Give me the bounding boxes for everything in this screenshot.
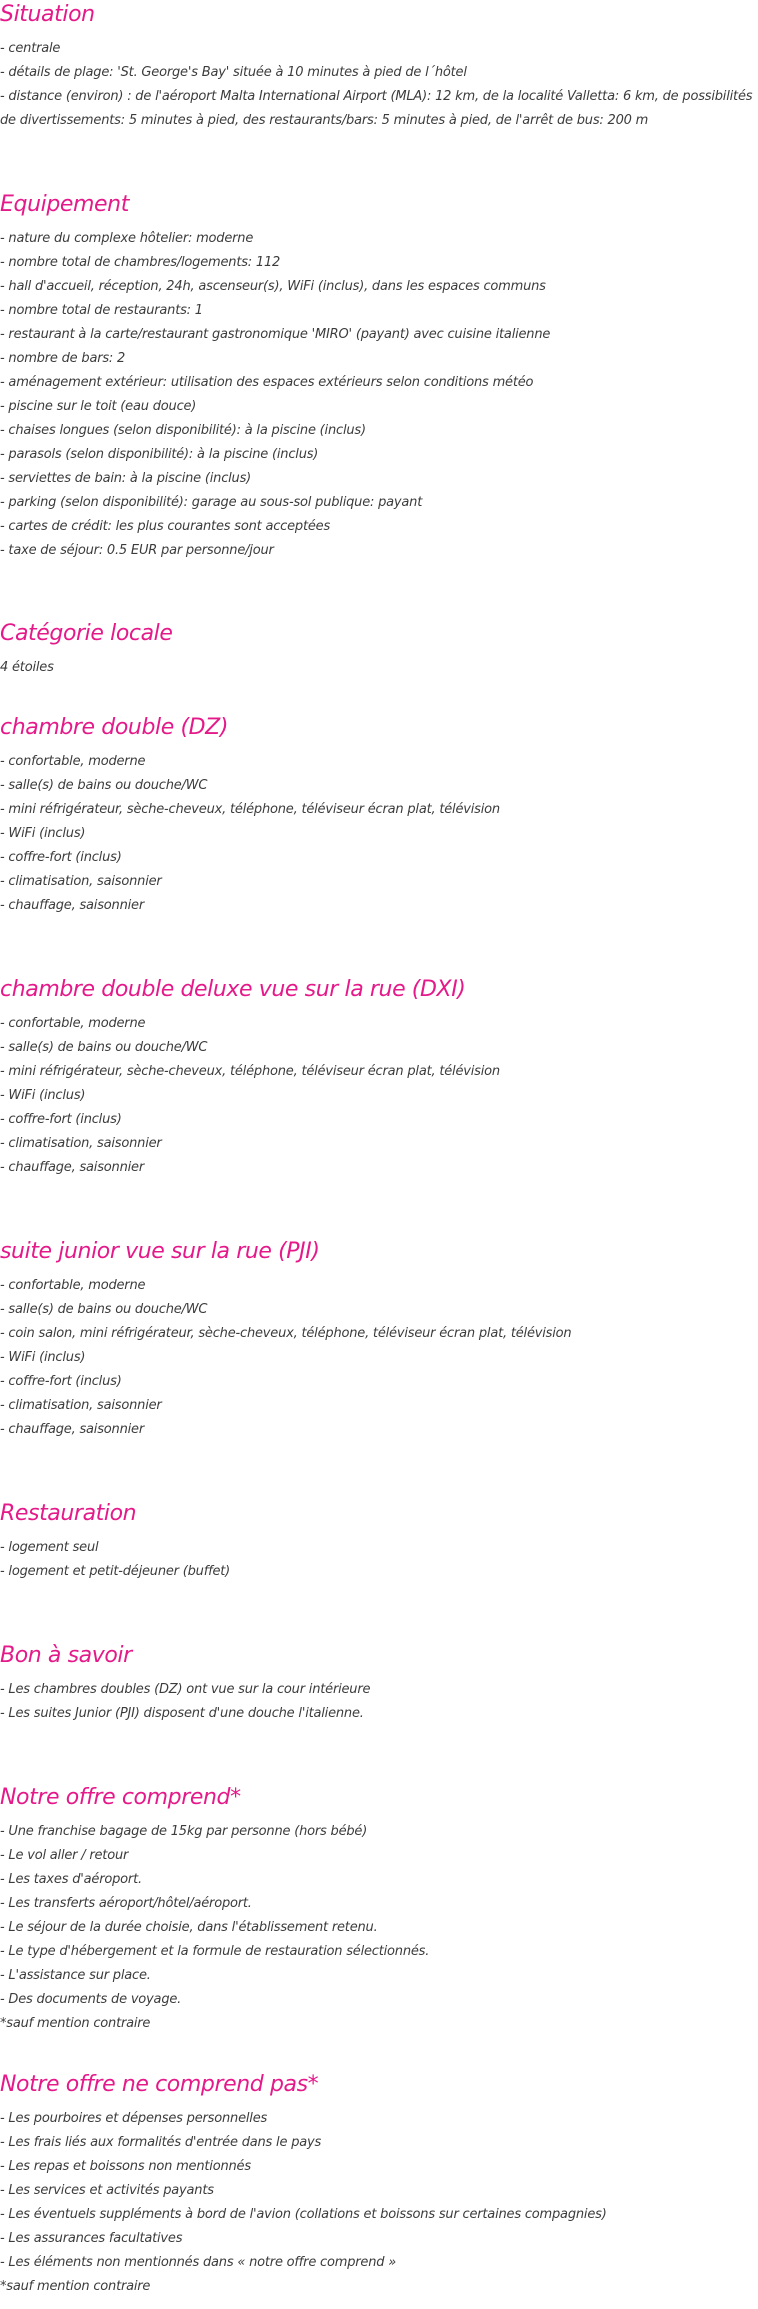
section-bon-a-savoir (0, 1641, 758, 1726)
equipement-item: - aménagement extérieur: utilisation des espaces extérieurs selon conditions météo (0, 375, 534, 390)
equipement-item: - nombre total de restaurants: 1 (0, 303, 203, 318)
section-restauration (0, 1499, 758, 1584)
situation-item: - distance (environ) : de l'aéroport Malta International Airport (MLA): 12 km, de la localité Valletta: 6 km, de possibilités de divertissements: 5 minutes à pied, des restaurants/bars: 5 minutes à pied, de l'arrêt de bus: 200 m (0, 89, 753, 128)
section-title-equipement: Equipement (0, 192, 129, 217)
chambre-dz-item: - coffre-fort (inclus) (0, 850, 122, 865)
chambre-dxi-list (0, 1012, 758, 1180)
suite-pji-item: - chauffage, saisonnier (0, 1422, 144, 1437)
offre-comprend-item: - Des documents de voyage. (0, 1992, 182, 2007)
section-title-restauration: Restauration (0, 1501, 137, 1526)
offre-ne-comprend-pas-item: - Les éventuels suppléments à bord de l'avion (collations et boissons sur certaines compagnies) (0, 2207, 607, 2222)
chambre-dz-item: - confortable, moderne (0, 754, 146, 769)
chambre-dz-item: - mini réfrigérateur, sèche-cheveux, téléphone, téléviseur écran plat, télévision (0, 802, 500, 817)
chambre-dxi-item: - coffre-fort (inclus) (0, 1112, 122, 1127)
suite-pji-item: - confortable, moderne (0, 1278, 146, 1293)
restauration-item: - logement et petit-déjeuner (buffet) (0, 1564, 231, 1579)
offre-comprend-item: - Les transferts aéroport/hôtel/aéroport. (0, 1896, 252, 1911)
situation-item: - détails de plage: 'St. George's Bay' située à 10 minutes à pied de l´hôtel (0, 65, 467, 80)
suite-pji-item: - climatisation, saisonnier (0, 1398, 162, 1413)
offre-ne-comprend-pas-item: - Les frais liés aux formalités d'entrée dans le pays (0, 2135, 322, 2150)
equipement-item: - parking (selon disponibilité): garage au sous-sol publique: payant (0, 495, 423, 510)
section-title-categorie: Catégorie locale (0, 621, 173, 646)
section-title-bon-a-savoir: Bon à savoir (0, 1643, 132, 1668)
section-title-situation: Situation (0, 2, 95, 27)
offre-comprend-item: - Une franchise bagage de 15kg par personne (hors bébé) (0, 1824, 368, 1839)
section-title-chambre-dz: chambre double (DZ) (0, 715, 229, 740)
equipement-item: - restaurant à la carte/restaurant gastronomique 'MIRO' (payant) avec cuisine italienne (0, 327, 551, 342)
offre-comprend-item: - Les taxes d'aéroport. (0, 1872, 142, 1887)
bon-a-savoir-item: - Les suites Junior (PJI) disposent d'une douche l'italienne. (0, 1706, 364, 1721)
chambre-dz-item: - chauffage, saisonnier (0, 898, 144, 913)
offre-comprend-footnote: *sauf mention contraire (0, 2016, 151, 2031)
equipement-item: - taxe de séjour: 0.5 EUR par personne/jour (0, 543, 274, 558)
situation-item: - centrale (0, 41, 61, 56)
situation-list (0, 37, 758, 133)
offre-ne-comprend-pas-item: - Les pourboires et dépenses personnelles (0, 2111, 268, 2126)
offre-ne-comprend-pas-footnote: *sauf mention contraire (0, 2279, 151, 2294)
section-title-suite-pji: suite junior vue sur la rue (PJI) (0, 1239, 320, 1264)
offre-comprend-item: - Le type d'hébergement et la formule de restauration sélectionnés. (0, 1944, 430, 1959)
restauration-item: - logement seul (0, 1540, 99, 1555)
section-title-chambre-dxi: chambre double deluxe vue sur la rue (DXI) (0, 977, 466, 1002)
section-chambre-dz (0, 713, 758, 918)
categorie-item: 4 étoiles (0, 660, 54, 675)
suite-pji-item: - salle(s) de bains ou douche/WC (0, 1302, 208, 1317)
chambre-dxi-item: - WiFi (inclus) (0, 1088, 86, 1103)
section-offre-ne-comprend-pas (0, 2070, 758, 2299)
equipement-item: - serviettes de bain: à la piscine (inclus) (0, 471, 252, 486)
equipement-item: - nombre de bars: 2 (0, 351, 126, 366)
chambre-dz-item: - salle(s) de bains ou douche/WC (0, 778, 208, 793)
chambre-dxi-item: - confortable, moderne (0, 1016, 146, 1031)
offre-ne-comprend-pas-item: - Les repas et boissons non mentionnés (0, 2159, 251, 2174)
equipement-item: - parasols (selon disponibilité): à la piscine (inclus) (0, 447, 319, 462)
section-title-offre-ne-comprend-pas: Notre offre ne comprend pas* (0, 2072, 319, 2097)
chambre-dxi-item: - mini réfrigérateur, sèche-cheveux, téléphone, téléviseur écran plat, télévision (0, 1064, 500, 1079)
chambre-dz-item: - climatisation, saisonnier (0, 874, 162, 889)
categorie-list (0, 656, 758, 680)
section-categorie-locale (0, 619, 758, 680)
equipement-item: - hall d'accueil, réception, 24h, ascenseur(s), WiFi (inclus), dans les espaces communs (0, 279, 546, 294)
section-offre-comprend (0, 1783, 758, 2036)
equipement-item: - chaises longues (selon disponibilité): à la piscine (inclus) (0, 423, 366, 438)
equipement-list (0, 227, 758, 563)
bon-a-savoir-item: - Les chambres doubles (DZ) ont vue sur la cour intérieure (0, 1682, 371, 1697)
equipement-item: - nature du complexe hôtelier: moderne (0, 231, 254, 246)
chambre-dxi-item: - climatisation, saisonnier (0, 1136, 162, 1151)
offre-ne-comprend-pas-list (0, 2107, 758, 2299)
chambre-dz-item: - WiFi (inclus) (0, 826, 86, 841)
suite-pji-item: - coin salon, mini réfrigérateur, sèche-cheveux, téléphone, téléviseur écran plat, télévision (0, 1326, 572, 1341)
offre-comprend-item: - Le séjour de la durée choisie, dans l'établissement retenu. (0, 1920, 378, 1935)
equipement-item: - cartes de crédit: les plus courantes sont acceptées (0, 519, 331, 534)
equipement-item: - nombre total de chambres/logements: 112 (0, 255, 281, 270)
offre-ne-comprend-pas-item: - Les éléments non mentionnés dans « notre offre comprend » (0, 2255, 397, 2270)
offre-comprend-list (0, 1820, 758, 2036)
suite-pji-item: - WiFi (inclus) (0, 1350, 86, 1365)
suite-pji-item: - coffre-fort (inclus) (0, 1374, 122, 1389)
offre-comprend-item: - Le vol aller / retour (0, 1848, 129, 1863)
offre-comprend-item: - L'assistance sur place. (0, 1968, 151, 1983)
section-situation (0, 0, 758, 133)
offre-ne-comprend-pas-item: - Les services et activités payants (0, 2183, 214, 2198)
section-title-offre-comprend: Notre offre comprend* (0, 1785, 241, 1810)
section-chambre-dxi (0, 975, 758, 1180)
equipement-item: - piscine sur le toit (eau douce) (0, 399, 197, 414)
chambre-dxi-item: - chauffage, saisonnier (0, 1160, 144, 1175)
chambre-dz-list (0, 750, 758, 918)
chambre-dxi-item: - salle(s) de bains ou douche/WC (0, 1040, 208, 1055)
section-equipement (0, 190, 758, 563)
suite-pji-list (0, 1274, 758, 1442)
restauration-list (0, 1536, 758, 1584)
offre-ne-comprend-pas-item: - Les assurances facultatives (0, 2231, 183, 2246)
bon-a-savoir-list (0, 1678, 758, 1726)
section-suite-pji (0, 1237, 758, 1442)
